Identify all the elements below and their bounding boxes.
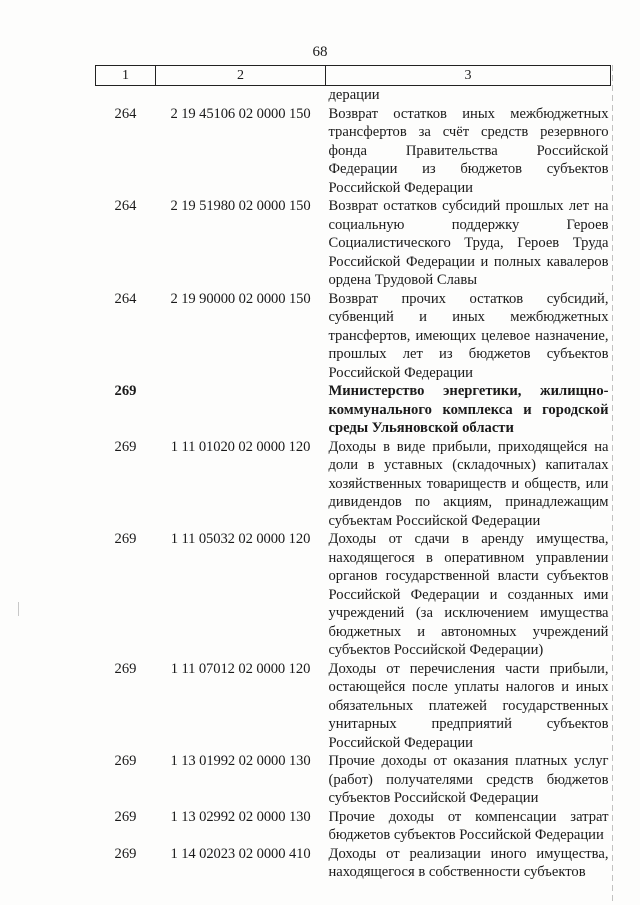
income-name-cell: Министерство энергетики, жилищно-коммунального комплекса и городской среды Ульяновской области (328, 383, 609, 436)
admin-code-cell: 269 (114, 808, 137, 825)
budget-code-cell: 1 13 01992 02 0000 130 (170, 753, 311, 769)
income-name-cell: Прочие доходы от оказания платных услуг (работ) получателями средств бюджетов субъектов Российской Федерации (328, 753, 609, 806)
income-name-cell: Прочие доходы от компенсации затрат бюджетов субъектов Российской Федерации (328, 808, 609, 843)
income-name-cell: Доходы в виде прибыли, приходящейся на доли в уставных (складочных) капиталах хозяйственных товариществ и обществ, или дивидендов по акциям, принадлежащим субъектам Российской Федерации (328, 438, 609, 529)
table-row (96, 105, 611, 198)
table-header-row (96, 66, 611, 86)
column-header-3: 3 (326, 66, 611, 86)
column-header-1: 1 (96, 66, 156, 86)
table-row (96, 197, 611, 290)
scan-artifact-mark (18, 602, 19, 616)
table-row (96, 752, 611, 808)
scan-artifact-line (612, 65, 613, 905)
table-row (96, 290, 611, 383)
budget-code-cell: 1 14 02023 02 0000 410 (170, 845, 311, 862)
budget-code-cell: 1 11 01020 02 0000 120 (170, 438, 311, 455)
table-row (96, 530, 611, 660)
income-name-cell: Возврат остатков иных межбюджетных трансфертов за счёт средств резервного фонда Правительства Российской Федерации из бюджетов субъектов Российской Федерации (328, 105, 609, 196)
admin-code-cell: 269 (114, 531, 137, 547)
income-name-cell: Возврат остатков субсидий прошлых лет на социальную поддержку Героев Социалистического Труда, Героев Труда Российской Федерации и полных кавалеров ордена Трудовой Славы (328, 198, 609, 288)
table-row (96, 808, 611, 845)
budget-code-cell: 1 11 07012 02 0000 120 (170, 660, 311, 677)
table-row-section-heading (96, 382, 611, 438)
budget-code-cell: 1 11 05032 02 0000 120 (170, 531, 311, 547)
table-row (96, 438, 611, 531)
admin-code-cell: 269 (114, 660, 137, 677)
budget-code-cell: 2 19 51980 02 0000 150 (170, 198, 311, 214)
admin-code-cell: 269 (114, 383, 137, 399)
table-row (96, 660, 611, 753)
income-name-cell: Доходы от сдачи в аренду имущества, находящегося в оперативном управлении органов государственной власти субъектов Российской Федерации и созданных ими учреждений (за исключением имущества бюджетных и автономных учреждений субъектов Российской Федерации) (328, 531, 609, 658)
income-name-cell: Доходы от перечисления части прибыли, остающейся после уплаты налогов и иных обязательных платежей государственных унитарных предприятий субъектов Российской Федерации (328, 660, 609, 751)
continuation-text: дерации (328, 87, 380, 103)
admin-code-cell: 264 (114, 105, 137, 122)
income-name-cell: Доходы от реализации иного имущества, находящегося в собственности субъектов (328, 845, 609, 880)
admin-code-cell: 264 (114, 198, 137, 214)
admin-code-cell: 264 (114, 290, 137, 307)
column-header-2: 2 (156, 66, 326, 86)
page-number: 68 (312, 44, 328, 60)
budget-code-cell (156, 382, 326, 438)
income-codes-table (95, 65, 611, 882)
budget-code-cell: 1 13 02992 02 0000 130 (170, 808, 311, 825)
admin-code-cell: 269 (114, 753, 137, 769)
income-name-cell: Возврат прочих остатков субсидий, субвенций и иных межбюджетных трансфертов, имеющих целевое назначение, прошлых лет из бюджетов субъектов Российской Федерации (328, 290, 609, 381)
table-body (96, 86, 611, 882)
admin-code-cell: 269 (114, 438, 137, 455)
budget-code-cell: 2 19 45106 02 0000 150 (170, 105, 311, 122)
budget-code-cell: 2 19 90000 02 0000 150 (170, 290, 311, 307)
table-row (96, 845, 611, 882)
admin-code-cell: 269 (114, 845, 137, 862)
continuation-row (96, 86, 611, 105)
